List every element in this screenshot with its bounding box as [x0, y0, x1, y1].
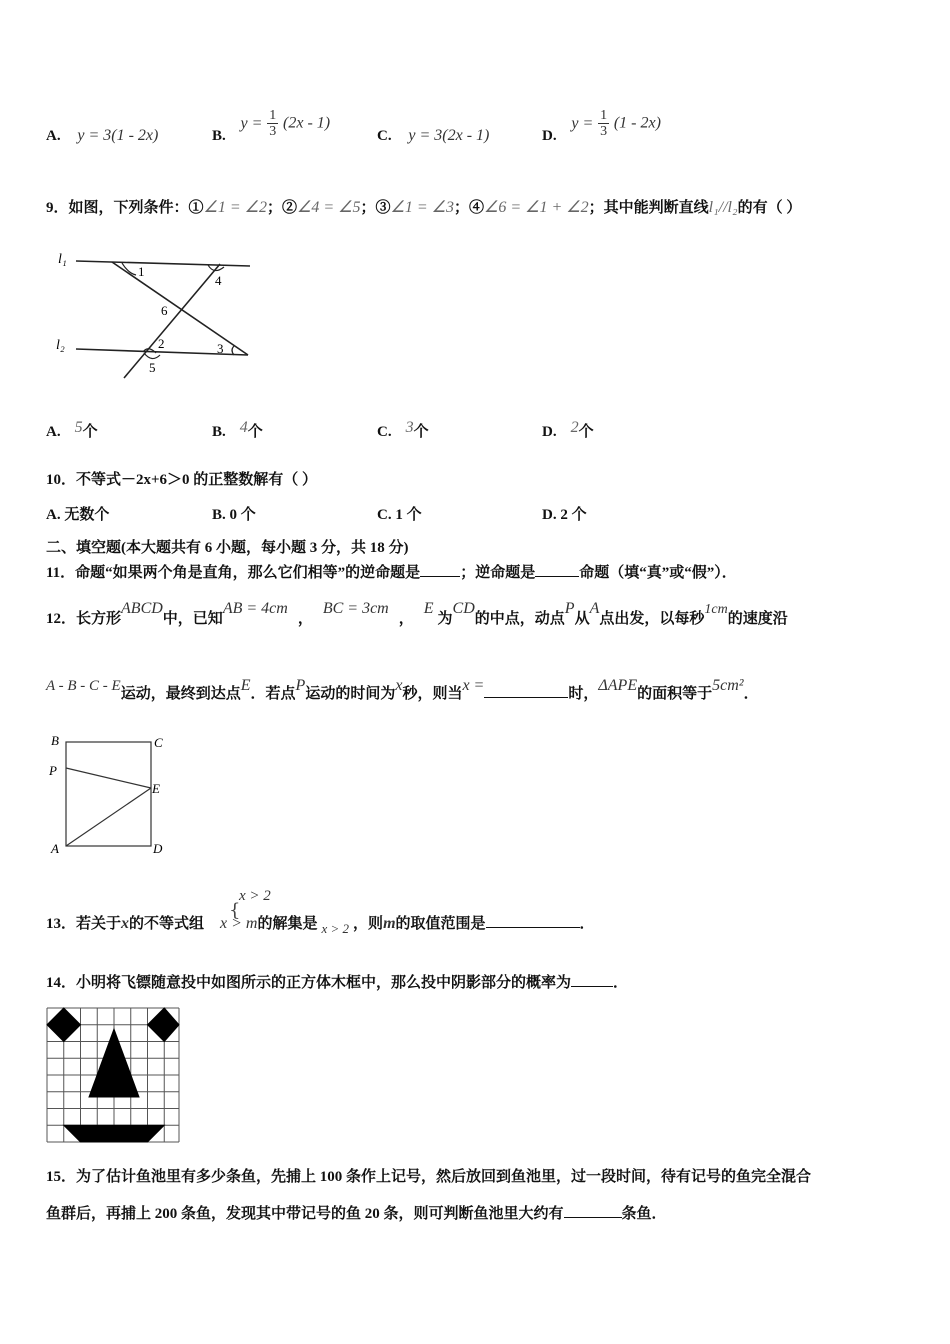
angle-label-5: 5 [149, 360, 156, 375]
q8-option-d: D. y = $\frac{1}{3}$ (1 - 2x) [542, 108, 661, 144]
segment-pe [66, 768, 151, 788]
q9-stem: 9．如图，下列条件：①∠1 = ∠2；②∠4 = ∠5；③∠1 = ∠3；④∠6 = ∠1 + ∠2；其中能判断直线l₁//l₂的有（ ） [46, 199, 802, 216]
answer-blank[interactable] [564, 1203, 622, 1218]
point-a-label: A [51, 841, 59, 856]
mouth-trapezoid-shape [64, 1125, 165, 1142]
q10-option-d: D. 2 个 [542, 507, 587, 523]
answer-blank[interactable] [535, 562, 579, 577]
q15-line-2: 鱼群后，再捕上 200 条鱼，发现其中带记号的鱼 20 条，则可判断鱼池里大约有 条鱼． [46, 1203, 667, 1225]
q8-option-b: B. y = $\frac{1}{3}$ (2x - 1) [212, 108, 331, 144]
angle-label-2: 2 [158, 336, 165, 351]
q14-stem: 14．小明将飞镖随意投中如图所示的正方体木框中，那么投中阴影部分的概率为 ． [46, 972, 628, 994]
point-e-label: E [152, 781, 160, 796]
q13-brace: { [229, 900, 241, 921]
label-l2: l₂ [56, 338, 65, 353]
q12-line-2: A - B - C - E运动，最终到达点E．若点P运动的时间为x秒，则当x = 时，ΔAPE的面积等于5cm²． [46, 677, 759, 702]
transversal-2 [124, 264, 220, 378]
label-l1: l₁ [58, 252, 67, 267]
point-c-label: C [154, 735, 163, 750]
line-l1 [76, 261, 250, 266]
point-b-label: B [51, 733, 59, 748]
q8-option-c: C. y = 3(2x - 1) [377, 127, 490, 144]
transversal-1 [112, 262, 248, 355]
angle-label-4: 4 [215, 273, 222, 288]
fraction: $\frac{1}{3}$ [269, 108, 277, 139]
answer-blank[interactable] [420, 562, 460, 577]
angle-arc-5 [144, 353, 160, 359]
q11-stem: 11．命题“如果两个角是直角，那么它们相等”的逆命题是 ；逆命题是 命题（填“真”或“假”）． [46, 562, 737, 584]
point-p-label: P [49, 763, 57, 778]
triangle-nose-shape [89, 1029, 139, 1097]
right-diamond-shape [148, 1008, 180, 1042]
segment-ae [66, 788, 151, 846]
q9-option-a: A. 5个 [46, 419, 98, 440]
angle-label-6: 6 [161, 303, 168, 318]
angle-arc-3 [232, 346, 234, 355]
answer-blank[interactable] [486, 913, 580, 928]
q10-option-c: C. 1 个 [377, 507, 422, 523]
point-d-label: D [153, 841, 163, 856]
left-diamond-shape [47, 1008, 81, 1042]
q9-figure [48, 245, 258, 383]
q15-line-1: 15．为了估计鱼池里有多少条鱼，先捕上 100 条作上记号，然后放回到鱼池里，过一段时间，待有记号的鱼完全混合 [46, 1169, 812, 1185]
fraction: $\frac{1}{3}$ [600, 108, 608, 139]
section-title: 二、填空题(本大题共有 6 小题，每小题 3 分，共 18 分) [46, 540, 409, 556]
q10-stem: 10．不等式－2x+6＞0 的正整数解有（ ） [46, 472, 318, 488]
q10-option-b: B. 0 个 [212, 507, 256, 523]
answer-blank[interactable] [484, 683, 568, 698]
q13-stem: 13．若关于x的不等式组 x > m的解集是 x > 2 ，则m的取值范围是 ． [46, 915, 595, 936]
q9-option-b: B. 4个 [212, 419, 263, 440]
angle-label-1: 1 [138, 264, 145, 279]
q12-line-1: 12．长方形ABCD中，已知AB = 4cm，BC = 3cm，E为CD的中点，动点P从A点出发，以每秒1cm的速度沿 [46, 600, 788, 627]
rectangle-abcd [66, 742, 151, 846]
answer-blank[interactable] [571, 972, 613, 987]
angle-label-3: 3 [217, 341, 224, 356]
q9-option-d: D. 2个 [542, 419, 594, 440]
q10-option-a: A. 无数个 [46, 507, 110, 523]
q8-option-a: A. y = 3(1 - 2x) [46, 127, 159, 144]
q13-system-line-1: x > 2 [239, 888, 271, 904]
q9-option-c: C. 3个 [377, 419, 429, 440]
q14-grid-figure [46, 1007, 182, 1145]
q12-rectangle-figure [46, 732, 176, 858]
